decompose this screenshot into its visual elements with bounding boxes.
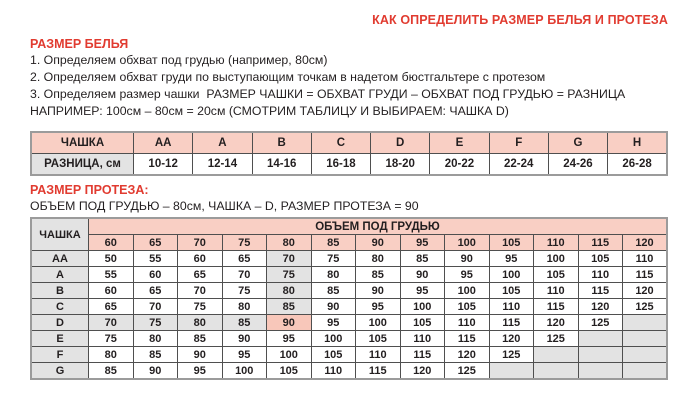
prosthesis-size-cell (578, 347, 623, 363)
prosthesis-size-cell: 110 (400, 331, 445, 347)
difference-cell: 20-22 (430, 154, 489, 176)
prosthesis-size-cell: 95 (178, 363, 223, 380)
underbust-header-cell: 110 (534, 235, 579, 251)
prosthesis-size-cell (578, 363, 623, 380)
instruction-line-2: 2. Определяем обхват груди по выступающим точкам в надетом бюстгальтере с протезом (30, 70, 546, 84)
underbust-header-cell: 120 (623, 235, 668, 251)
cup-row-label: B (31, 283, 89, 299)
prosthesis-size-cell: 100 (534, 251, 579, 267)
prosthesis-size-cell: 125 (489, 347, 534, 363)
prosthesis-size-cell: 115 (623, 267, 668, 283)
difference-row-label: РАЗНИЦА, см (31, 154, 134, 176)
prosthesis-size-cell: 55 (89, 267, 134, 283)
prosthesis-size-cell: 115 (534, 299, 579, 315)
difference-cell: 14-16 (252, 154, 311, 176)
cup-row-label: C (31, 299, 89, 315)
prosthesis-table-corner-label: ЧАШКА (31, 218, 89, 251)
prosthesis-size-cell (623, 331, 668, 347)
underbust-header-cell: 105 (489, 235, 534, 251)
prosthesis-size-cell: 115 (400, 347, 445, 363)
difference-cell: 24-26 (548, 154, 607, 176)
prosthesis-size-cell (534, 347, 579, 363)
prosthesis-size-cell: 85 (89, 363, 134, 380)
prosthesis-example-line: ОБЪЕМ ПОД ГРУДЬЮ – 80см, ЧАШКА – D, РАЗМЕР ПРОТЕЗА = 90 (30, 199, 419, 213)
prosthesis-size-cell: 100 (267, 347, 312, 363)
cup-header-cell: G (548, 132, 607, 154)
prosthesis-size-cell: 75 (89, 331, 134, 347)
prosthesis-size-cell: 100 (489, 267, 534, 283)
prosthesis-size-cell: 90 (267, 315, 312, 331)
underbust-header-cell: 60 (89, 235, 134, 251)
prosthesis-size-cell: 60 (133, 267, 178, 283)
prosthesis-size-cell: 120 (400, 363, 445, 380)
cup-table-corner-label: ЧАШКА (31, 132, 134, 154)
prosthesis-size-cell: 85 (133, 347, 178, 363)
cup-row-label: AA (31, 251, 89, 267)
cup-header-cell: D (371, 132, 430, 154)
prosthesis-size-cell: 105 (311, 347, 356, 363)
prosthesis-size-cell: 95 (356, 299, 401, 315)
cup-row-label: D (31, 315, 89, 331)
prosthesis-size-cell: 115 (489, 315, 534, 331)
prosthesis-size-cell: 115 (356, 363, 401, 380)
prosthesis-size-cell: 60 (89, 283, 134, 299)
prosthesis-size-cell: 95 (222, 347, 267, 363)
underbust-header-cell: 90 (356, 235, 401, 251)
prosthesis-size-cell: 80 (267, 283, 312, 299)
prosthesis-size-cell: 105 (356, 331, 401, 347)
difference-cell: 26-28 (608, 154, 667, 176)
prosthesis-size-cell: 95 (267, 331, 312, 347)
prosthesis-size-cell: 125 (445, 363, 490, 380)
prosthesis-size-cell: 125 (534, 331, 579, 347)
prosthesis-size-cell: 110 (356, 347, 401, 363)
prosthesis-size-cell: 125 (623, 299, 668, 315)
cup-size-table (30, 131, 668, 176)
prosthesis-size-cell: 95 (311, 315, 356, 331)
prosthesis-size-cell (623, 363, 668, 380)
prosthesis-size-cell: 105 (400, 315, 445, 331)
prosthesis-size-cell: 85 (267, 299, 312, 315)
prosthesis-size-cell: 120 (578, 299, 623, 315)
linen-size-heading: РАЗМЕР БЕЛЬЯ (30, 37, 129, 51)
prosthesis-size-cell: 110 (578, 267, 623, 283)
prosthesis-size-cell: 70 (89, 315, 134, 331)
prosthesis-size-cell: 95 (400, 283, 445, 299)
prosthesis-size-cell: 105 (489, 283, 534, 299)
difference-cell: 16-18 (311, 154, 370, 176)
prosthesis-size-cell: 65 (222, 251, 267, 267)
underbust-header-cell: 95 (400, 235, 445, 251)
cup-header-cell: E (430, 132, 489, 154)
cup-row-label: F (31, 347, 89, 363)
prosthesis-size-cell: 55 (133, 251, 178, 267)
prosthesis-size-cell: 100 (311, 331, 356, 347)
cup-header-cell: B (252, 132, 311, 154)
prosthesis-size-cell: 90 (356, 283, 401, 299)
underbust-header-cell: 85 (311, 235, 356, 251)
prosthesis-size-cell: 90 (400, 267, 445, 283)
prosthesis-size-cell: 70 (178, 283, 223, 299)
prosthesis-size-cell: 65 (178, 267, 223, 283)
prosthesis-size-cell: 90 (445, 251, 490, 267)
prosthesis-size-cell: 85 (400, 251, 445, 267)
difference-cell: 10-12 (134, 154, 193, 176)
instruction-line-3: 3. Определяем размер чашки РАЗМЕР ЧАШКИ = ОБХВАТ ГРУДИ – ОБХВАТ ПОД ГРУДЬЮ = РАЗНИЦА (30, 87, 626, 101)
prosthesis-size-cell: 75 (267, 267, 312, 283)
prosthesis-size-cell: 70 (267, 251, 312, 267)
prosthesis-size-cell: 65 (133, 283, 178, 299)
prosthesis-size-cell: 80 (356, 251, 401, 267)
page-title: КАК ОПРЕДЕЛИТЬ РАЗМЕР БЕЛЬЯ И ПРОТЕЗА (372, 13, 668, 27)
cup-header-cell: F (489, 132, 548, 154)
prosthesis-size-cell: 85 (311, 283, 356, 299)
underbust-header-cell: 75 (222, 235, 267, 251)
prosthesis-size-cell: 60 (178, 251, 223, 267)
underbust-header-cell: 70 (178, 235, 223, 251)
prosthesis-size-cell (534, 363, 579, 380)
prosthesis-size-cell (489, 363, 534, 380)
prosthesis-size-heading: РАЗМЕР ПРОТЕЗА: (30, 183, 149, 197)
prosthesis-size-cell: 105 (445, 299, 490, 315)
prosthesis-size-cell: 90 (311, 299, 356, 315)
cup-header-cell: AA (134, 132, 193, 154)
prosthesis-size-cell: 105 (267, 363, 312, 380)
underbust-header-cell: 65 (133, 235, 178, 251)
prosthesis-size-cell: 90 (133, 363, 178, 380)
prosthesis-size-cell: 120 (445, 347, 490, 363)
prosthesis-size-cell: 95 (489, 251, 534, 267)
prosthesis-size-cell: 100 (356, 315, 401, 331)
prosthesis-size-cell: 90 (222, 331, 267, 347)
cup-header-cell: C (311, 132, 370, 154)
underbust-header-cell: 80 (267, 235, 312, 251)
prosthesis-size-cell (623, 315, 668, 331)
prosthesis-size-cell: 80 (133, 331, 178, 347)
prosthesis-size-cell: 85 (356, 267, 401, 283)
prosthesis-size-cell: 80 (311, 267, 356, 283)
prosthesis-size-cell: 120 (489, 331, 534, 347)
prosthesis-size-cell: 75 (178, 299, 223, 315)
instruction-line-1: 1. Определяем обхват под грудью (например, 80см) (30, 53, 328, 67)
prosthesis-size-cell: 50 (89, 251, 134, 267)
underbust-span-header: ОБЪЕМ ПОД ГРУДЬЮ (89, 218, 668, 235)
prosthesis-size-cell: 110 (623, 251, 668, 267)
prosthesis-size-cell: 110 (311, 363, 356, 380)
prosthesis-size-cell: 70 (222, 267, 267, 283)
prosthesis-size-cell: 75 (311, 251, 356, 267)
cup-header-cell: A (193, 132, 252, 154)
prosthesis-size-cell: 80 (89, 347, 134, 363)
prosthesis-size-cell: 95 (445, 267, 490, 283)
difference-cell: 12-14 (193, 154, 252, 176)
prosthesis-size-cell: 105 (534, 267, 579, 283)
cup-row-label: G (31, 363, 89, 380)
prosthesis-size-cell: 105 (578, 251, 623, 267)
cup-row-label: A (31, 267, 89, 283)
prosthesis-size-cell: 80 (178, 315, 223, 331)
prosthesis-size-cell: 80 (222, 299, 267, 315)
prosthesis-size-cell: 70 (133, 299, 178, 315)
prosthesis-size-cell: 110 (445, 315, 490, 331)
difference-cell: 22-24 (489, 154, 548, 176)
prosthesis-size-cell: 110 (534, 283, 579, 299)
prosthesis-size-cell: 115 (445, 331, 490, 347)
prosthesis-size-cell: 125 (578, 315, 623, 331)
prosthesis-size-cell: 75 (222, 283, 267, 299)
cup-header-cell: H (608, 132, 667, 154)
prosthesis-size-cell: 120 (534, 315, 579, 331)
prosthesis-size-cell: 115 (578, 283, 623, 299)
prosthesis-size-cell: 100 (445, 283, 490, 299)
prosthesis-size-cell (578, 331, 623, 347)
prosthesis-size-cell: 85 (178, 331, 223, 347)
prosthesis-size-cell: 90 (178, 347, 223, 363)
prosthesis-size-cell: 110 (489, 299, 534, 315)
prosthesis-size-cell: 100 (222, 363, 267, 380)
prosthesis-size-cell: 100 (400, 299, 445, 315)
difference-cell: 18-20 (371, 154, 430, 176)
prosthesis-size-cell: 75 (133, 315, 178, 331)
prosthesis-size-cell: 85 (222, 315, 267, 331)
prosthesis-size-cell (623, 347, 668, 363)
underbust-header-cell: 100 (445, 235, 490, 251)
prosthesis-size-cell: 65 (89, 299, 134, 315)
cup-row-label: E (31, 331, 89, 347)
prosthesis-size-cell: 120 (623, 283, 668, 299)
instruction-line-4: НАПРИМЕР: 100см – 80см = 20см (СМОТРИМ ТАБЛИЦУ И ВЫБИРАЕМ: ЧАШКА D) (30, 104, 509, 118)
underbust-header-cell: 115 (578, 235, 623, 251)
prosthesis-size-table (30, 217, 668, 380)
